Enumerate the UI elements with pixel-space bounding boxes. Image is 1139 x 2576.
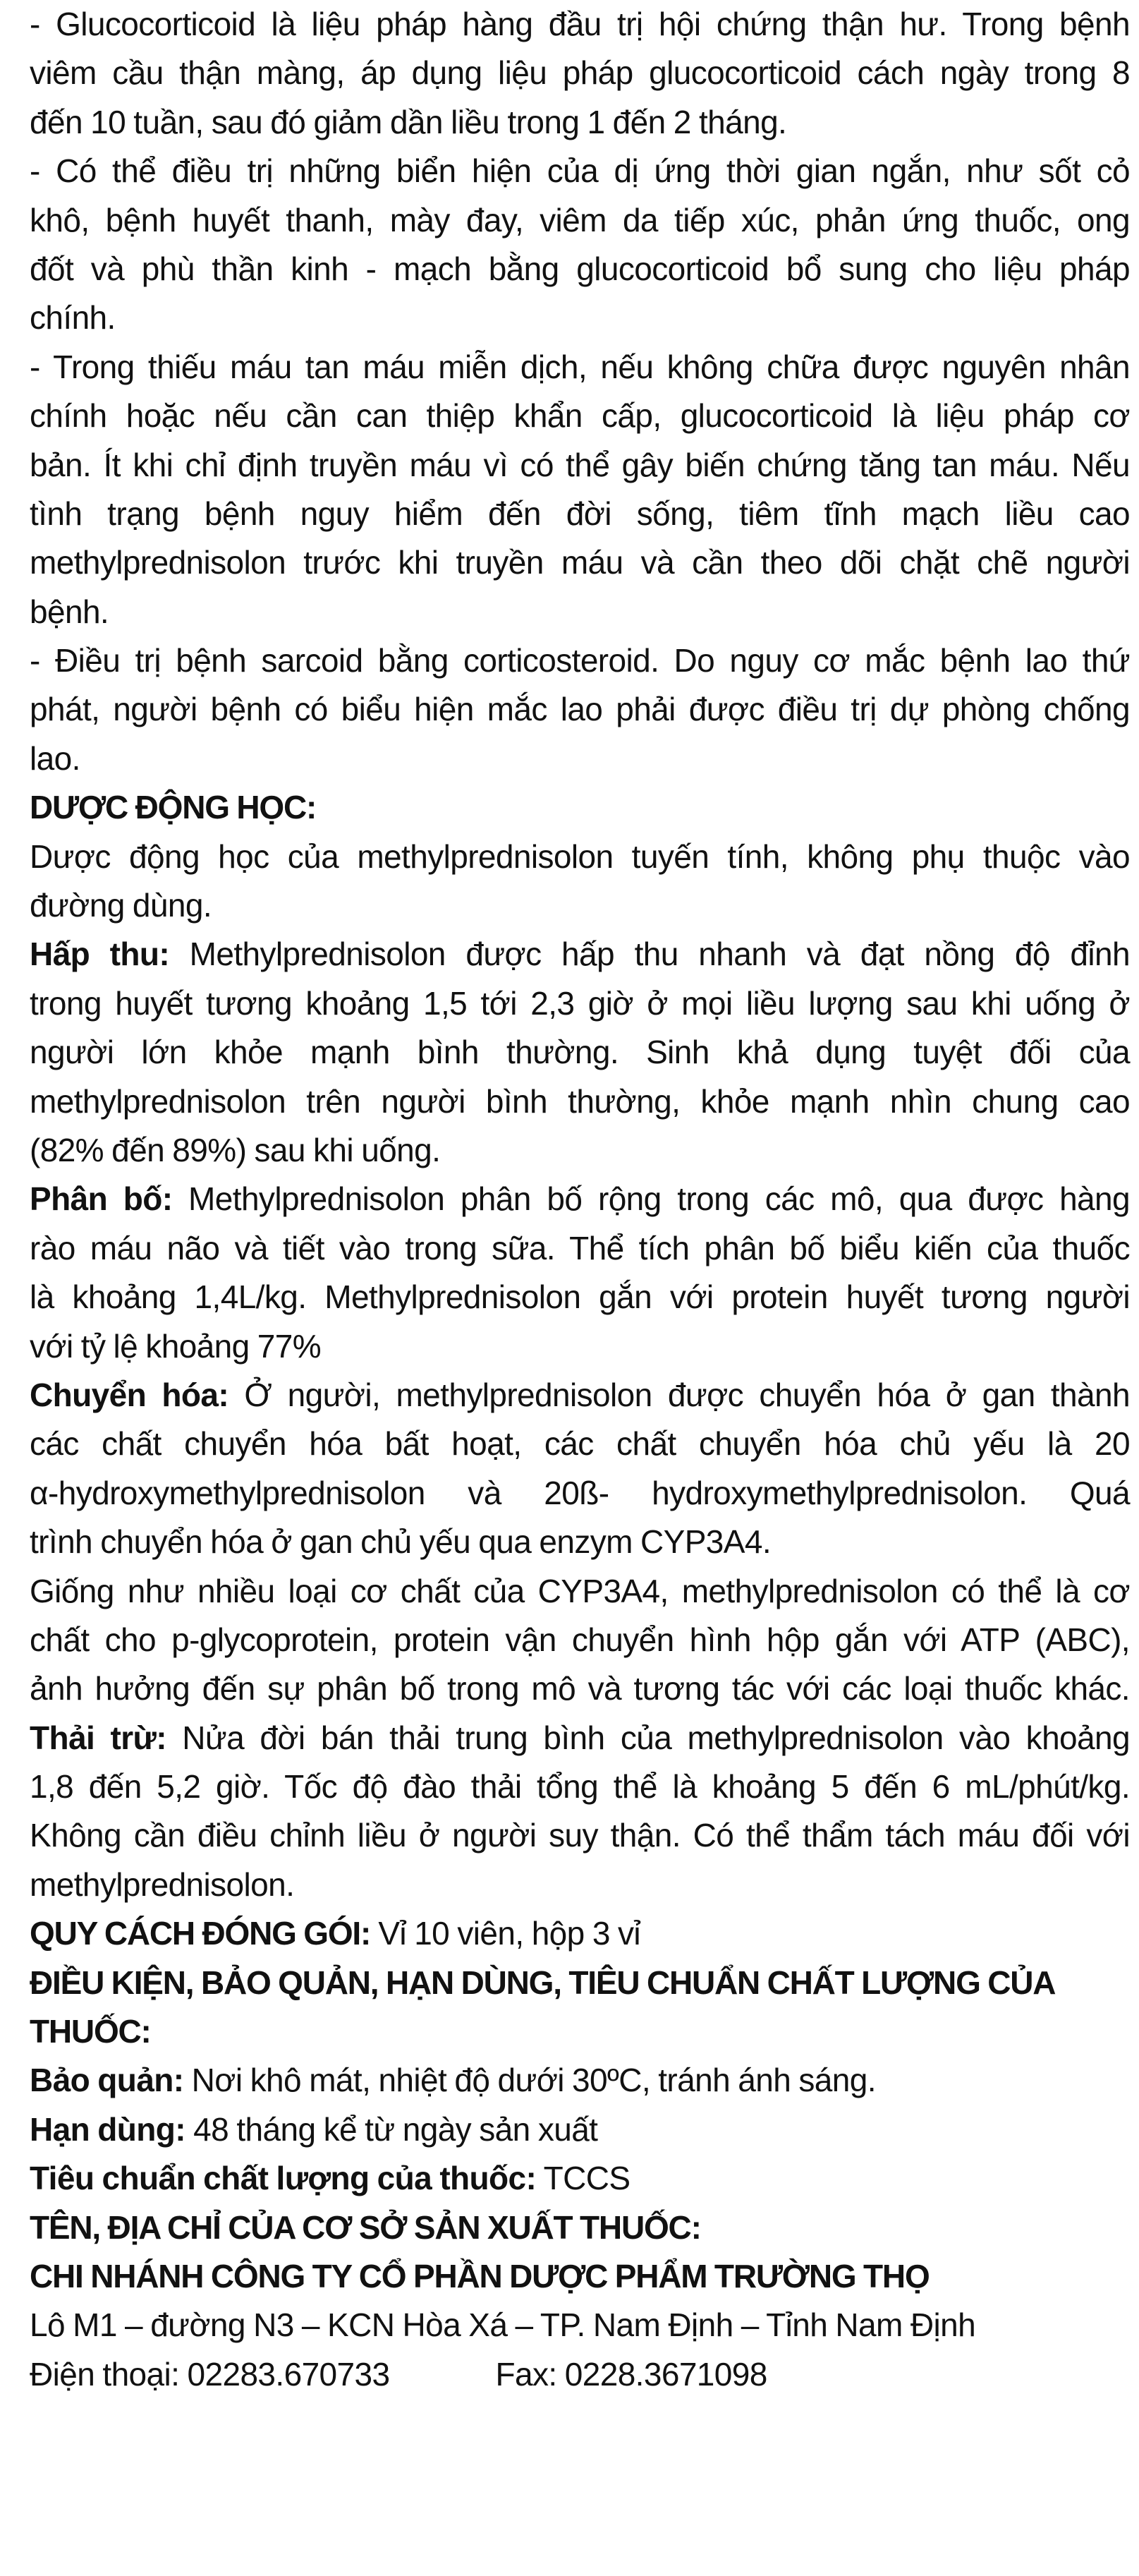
expiry-label: Hạn dùng: — [30, 2110, 185, 2148]
metabolism-text: Ở người, methylprednisolon được chuyển hóa ở gan thành — [229, 1376, 1130, 1413]
indication-line: phát, người bệnh có biểu hiện mắc lao phải được điều trị dự phòng chống — [30, 691, 1130, 728]
elimination-line: Không cần điều chỉnh liều ở người suy thận. Có thể thẩm tách máu đối với — [30, 1817, 1130, 1854]
indication-line: khô, bệnh huyết thanh, mày đay, viêm da tiếp xúc, phản ứng thuốc, ong — [30, 201, 1130, 238]
indication-line: - Điều trị bệnh sarcoid bằng corticosteroid. Do nguy cơ mắc bệnh lao thứ — [30, 642, 1130, 679]
packaging-line — [30, 1909, 1130, 1958]
metabolism-line: trình chuyển hóa ở gan chủ yếu qua enzym CYP3A4. — [30, 1523, 772, 1561]
section-heading-storage: ĐIỀU KIỆN, BẢO QUẢN, HẠN DÙNG, TIÊU CHUẨN CHẤT LƯỢNG CỦA — [30, 1964, 1056, 2001]
elimination-line: methylprednisolon. — [30, 1866, 295, 1903]
distribution-label: Phân bố: — [30, 1180, 173, 1218]
metabolism-label: Chuyển hóa: — [30, 1376, 229, 1413]
section-heading-manufacturer: TÊN, ĐỊA CHỈ CỦA CƠ SỞ SẢN XUẤT THUỐC: — [30, 2208, 701, 2246]
manufacturer-address: Lô M1 – đường N3 – KCN Hòa Xá – TP. Nam Định – Tỉnh Nam Định — [30, 2306, 976, 2344]
standard-value: TCCS — [536, 2160, 631, 2197]
pk-intro-line: Dược động học của methylprednisolon tuyến tính, không phụ thuộc vào — [30, 837, 1130, 875]
absorption-text: Methylprednisolon được hấp thu nhanh và đạt nồng độ đỉnh — [169, 936, 1131, 973]
elimination-first-line — [30, 1714, 1130, 1762]
contact-line — [30, 2350, 1130, 2399]
distribution-line: với tỷ lệ khoảng 77% — [30, 1327, 322, 1365]
distribution-first-line — [30, 1175, 1130, 1223]
packaging-label: QUY CÁCH ĐÓNG GÓI: — [30, 1915, 371, 1952]
indication-line: bản. Ít khi chỉ định truyền máu vì có thể gây biến chứng tăng tan máu. Nếu — [30, 446, 1130, 483]
elimination-line: 1,8 đến 5,2 giờ. Tốc độ đào thải tổng thể là khoảng 5 đến 6 mL/phút/kg. — [30, 1768, 1130, 1806]
indication-line: chính. — [30, 299, 116, 337]
elimination-text: Nửa đời bán thải trung bình của methylprednisolon vào khoảng — [166, 1719, 1130, 1756]
absorption-line: trong huyết tương khoảng 1,5 tới 2,3 giờ ở mọi liều lượng sau khi uống ở — [30, 984, 1130, 1022]
indication-line: lao. — [30, 739, 80, 777]
pk-intro-line: đường dùng. — [30, 887, 212, 924]
absorption-line: (82% đến 89%) sau khi uống. — [30, 1131, 441, 1168]
metabolism-line: chất cho p-glycoprotein, protein vận chuyển hình hộp gắn với ATP (ABC), — [30, 1621, 1130, 1658]
absorption-line: methylprednisolon trên người bình thường, khỏe mạnh nhìn chung cao — [30, 1082, 1130, 1120]
metabolism-first-line — [30, 1371, 1130, 1420]
indication-line: viêm cầu thận màng, áp dụng liệu pháp glucocorticoid cách ngày trong 8 — [30, 54, 1130, 92]
elimination-label: Thải trừ: — [30, 1719, 166, 1756]
metabolism-line: các chất chuyển hóa bất hoạt, các chất chuyển hóa chủ yếu là 20 — [30, 1425, 1130, 1463]
fax-number: Fax: 0228.3671098 — [495, 2355, 767, 2393]
standard-line — [30, 2154, 1130, 2203]
packaging-value: Vỉ 10 viên, hộp 3 vỉ — [370, 1915, 641, 1952]
indication-line: chính hoặc nếu cần can thiệp khẩn cấp, glucocorticoid là liệu pháp cơ — [30, 397, 1130, 435]
leaflet-text — [30, 0, 1130, 2399]
standard-label: Tiêu chuẩn chất lượng của thuốc: — [30, 2160, 537, 2197]
manufacturer-name: CHI NHÁNH CÔNG TY CỔ PHẦN DƯỢC PHẨM TRƯỜNG THỌ — [30, 2257, 930, 2294]
metabolism-line: ảnh hưởng đến sự phân bố trong mô và tương tác với các loại thuốc khác. — [30, 1670, 1130, 1707]
indication-line: bệnh. — [30, 593, 109, 630]
indication-line: tình trạng bệnh nguy hiểm đến đời sống, tiêm tĩnh mạch liều cao — [30, 495, 1130, 532]
indication-line: đốt và phù thần kinh - mạch bằng glucocorticoid bổ sung cho liệu pháp — [30, 250, 1130, 287]
indication-line: - Trong thiếu máu tan máu miễn dịch, nếu không chữa được nguyên nhân — [30, 348, 1130, 385]
expiry-line — [30, 2105, 1130, 2154]
metabolism-line: α-hydroxymethylprednisolon và 20ß- hydroxymethylprednisolon. Quá — [30, 1474, 1130, 1511]
absorption-line: người lớn khỏe mạnh bình thường. Sinh khả dụng tuyệt đối của — [30, 1034, 1130, 1071]
absorption-label: Hấp thu: — [30, 936, 170, 973]
distribution-line: là khoảng 1,4L/kg. Methylprednisolon gắn với protein huyết tương người — [30, 1278, 1130, 1316]
storage-label: Bảo quản: — [30, 2062, 184, 2099]
phone-number: Điện thoại: 02283.670733 — [30, 2355, 390, 2393]
absorption-first-line — [30, 930, 1130, 979]
storage-value: Nơi khô mát, nhiệt độ dưới 30ºC, tránh ánh sáng. — [183, 2062, 876, 2099]
storage-line — [30, 2056, 1130, 2105]
distribution-line: rào máu não và tiết vào trong sữa. Thể tích phân bố biểu kiến của thuốc — [30, 1229, 1130, 1266]
indication-line: - Glucocorticoid là liệu pháp hàng đầu trị hội chứng thận hư. Trong bệnh — [30, 6, 1130, 42]
metabolism-line: Giống như nhiều loại cơ chất của CYP3A4, methylprednisolon có thể là cơ — [30, 1572, 1130, 1609]
section-heading-pharmacokinetics: DƯỢC ĐỘNG HỌC: — [30, 789, 317, 826]
expiry-value: 48 tháng kể từ ngày sản xuất — [185, 2110, 598, 2148]
indication-line: - Có thể điều trị những biển hiện của dị ứng thời gian ngắn, như sốt cỏ — [30, 152, 1130, 190]
distribution-text: Methylprednisolon phân bố rộng trong các mô, qua được hàng — [172, 1180, 1130, 1218]
indication-line: methylprednisolon trước khi truyền máu và cần theo dõi chặt chẽ người — [30, 544, 1130, 581]
section-heading-storage-cont: THUỐC: — [30, 2013, 151, 2050]
indication-line: đến 10 tuần, sau đó giảm dần liều trong 1 đến 2 tháng. — [30, 103, 787, 140]
